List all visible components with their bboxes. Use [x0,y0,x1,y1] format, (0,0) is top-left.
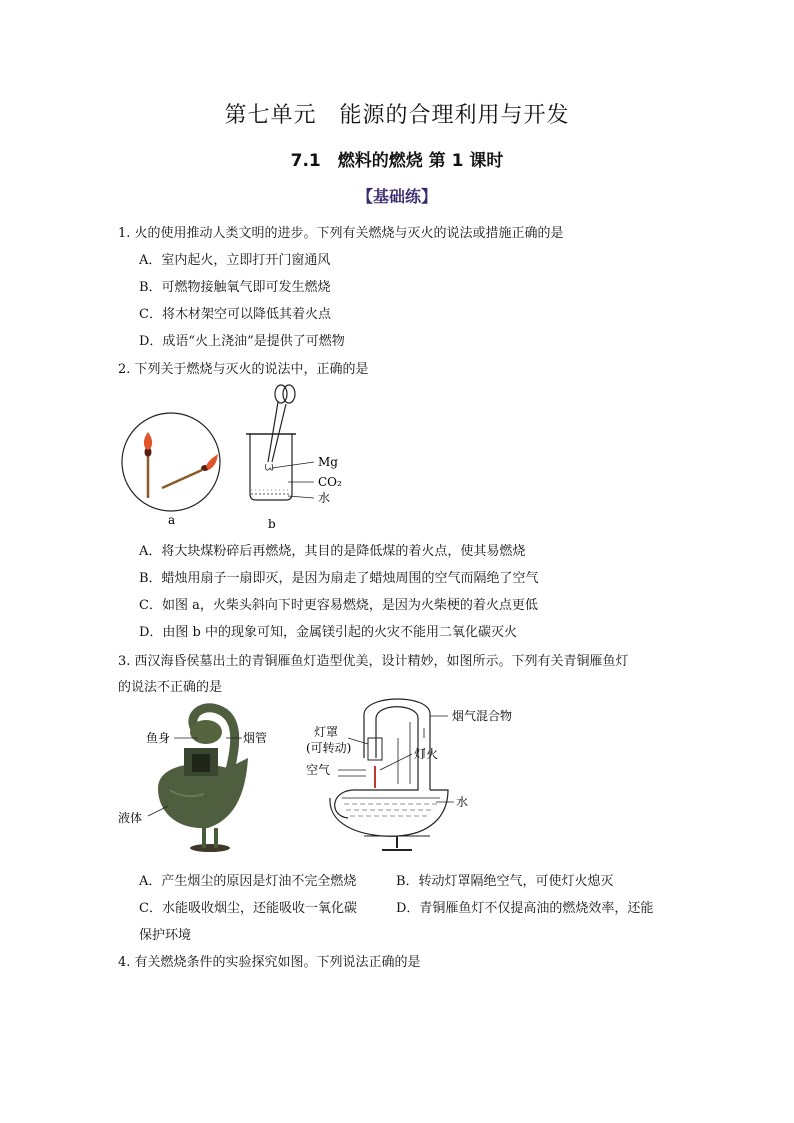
liquid-label: 液体 [118,811,143,825]
question-4-stem: 4. 有关燃烧条件的实验探究如图。下列说法正确的是 [118,955,421,970]
air-label: 空气 [306,763,331,777]
water-label-lamp: 水 [456,795,469,809]
question-3-option-a: A．产生烟尘的原因是灯油不完全燃烧 [139,874,357,889]
question-2-option-b: B．蜡烛用扇子一扇即灭，是因为扇走了蜡烛周围的空气而隔绝了空气 [139,571,539,586]
question-2-figure [118,382,358,530]
question-2-option-d: D．由图 b 中的现象可知，金属镁引起的火灾不能用二氧化碳灭火 [139,625,518,640]
unit-title: 第七单元 能源的合理利用与开发 [224,103,570,128]
smoke-mixture-label: 烟气混合物 [452,709,513,723]
rotatable-label: (可转动) [306,741,352,755]
question-1-option-b: B．可燃物接触氧气即可发生燃烧 [139,280,331,295]
figure-a-label: a [168,513,176,527]
question-3-option-d-continued: 保护环境 [139,928,192,943]
jar-figure-b [246,385,314,500]
mg-label: Mg [318,455,338,469]
question-2-stem: 2. 下列关于燃烧与灭火的说法中，正确的是 [118,362,369,377]
fish-body-label: 鱼身 [146,731,171,745]
question-1-option-d: D．成语“火上浇油”是提供了可燃物 [139,334,345,349]
water-label-b: 水 [318,491,331,505]
question-3-option-d: D．青铜雁鱼灯不仅提高油的燃烧效率，还能 [396,901,654,916]
question-1-option-a: A．室内起火，立即打开门窗通风 [139,253,331,268]
flame-label: 灯火 [414,747,439,761]
co2-label: CO₂ [318,475,342,489]
lamp-schematic [330,699,454,850]
question-2-option-a: A．将大块煤粉碎后再燃烧，其目的是降低煤的着火点，使其易燃烧 [139,544,526,559]
bronze-lamp-photo [148,708,248,852]
question-3-stem-line1: 3. 西汉海昏侯墓出土的青铜雁鱼灯造型优美，设计精妙，如图所示。下列有关青铜雁鱼灯 [118,654,629,669]
question-1-stem: 1. 火的使用推动人类文明的进步。下列有关燃烧与灭火的说法或措施正确的是 [118,226,564,241]
question-2-option-c: C．如图 a，火柴头斜向下时更容易燃烧，是因为火柴梗的着火点更低 [139,598,538,613]
lesson-subtitle: 7.1 燃料的燃烧 第 1 课时 [290,151,504,171]
question-3-option-b: B．转动灯罩隔绝空气，可使灯火熄灭 [396,874,614,889]
question-3-option-c: C．水能吸收烟尘，还能吸收一氧化碳 [139,901,357,916]
match-figure-a [122,413,220,511]
pipe-label: 烟管 [243,731,268,745]
question-3-figure [118,698,513,858]
figure-b-label: b [268,517,276,531]
question-1-option-c: C．将木材架空可以降低其着火点 [139,307,331,322]
lampshade-label: 灯罩 [314,725,339,739]
question-3-stem-line2: 的说法不正确的是 [118,680,223,695]
section-heading: 【基础练】 [356,187,437,206]
